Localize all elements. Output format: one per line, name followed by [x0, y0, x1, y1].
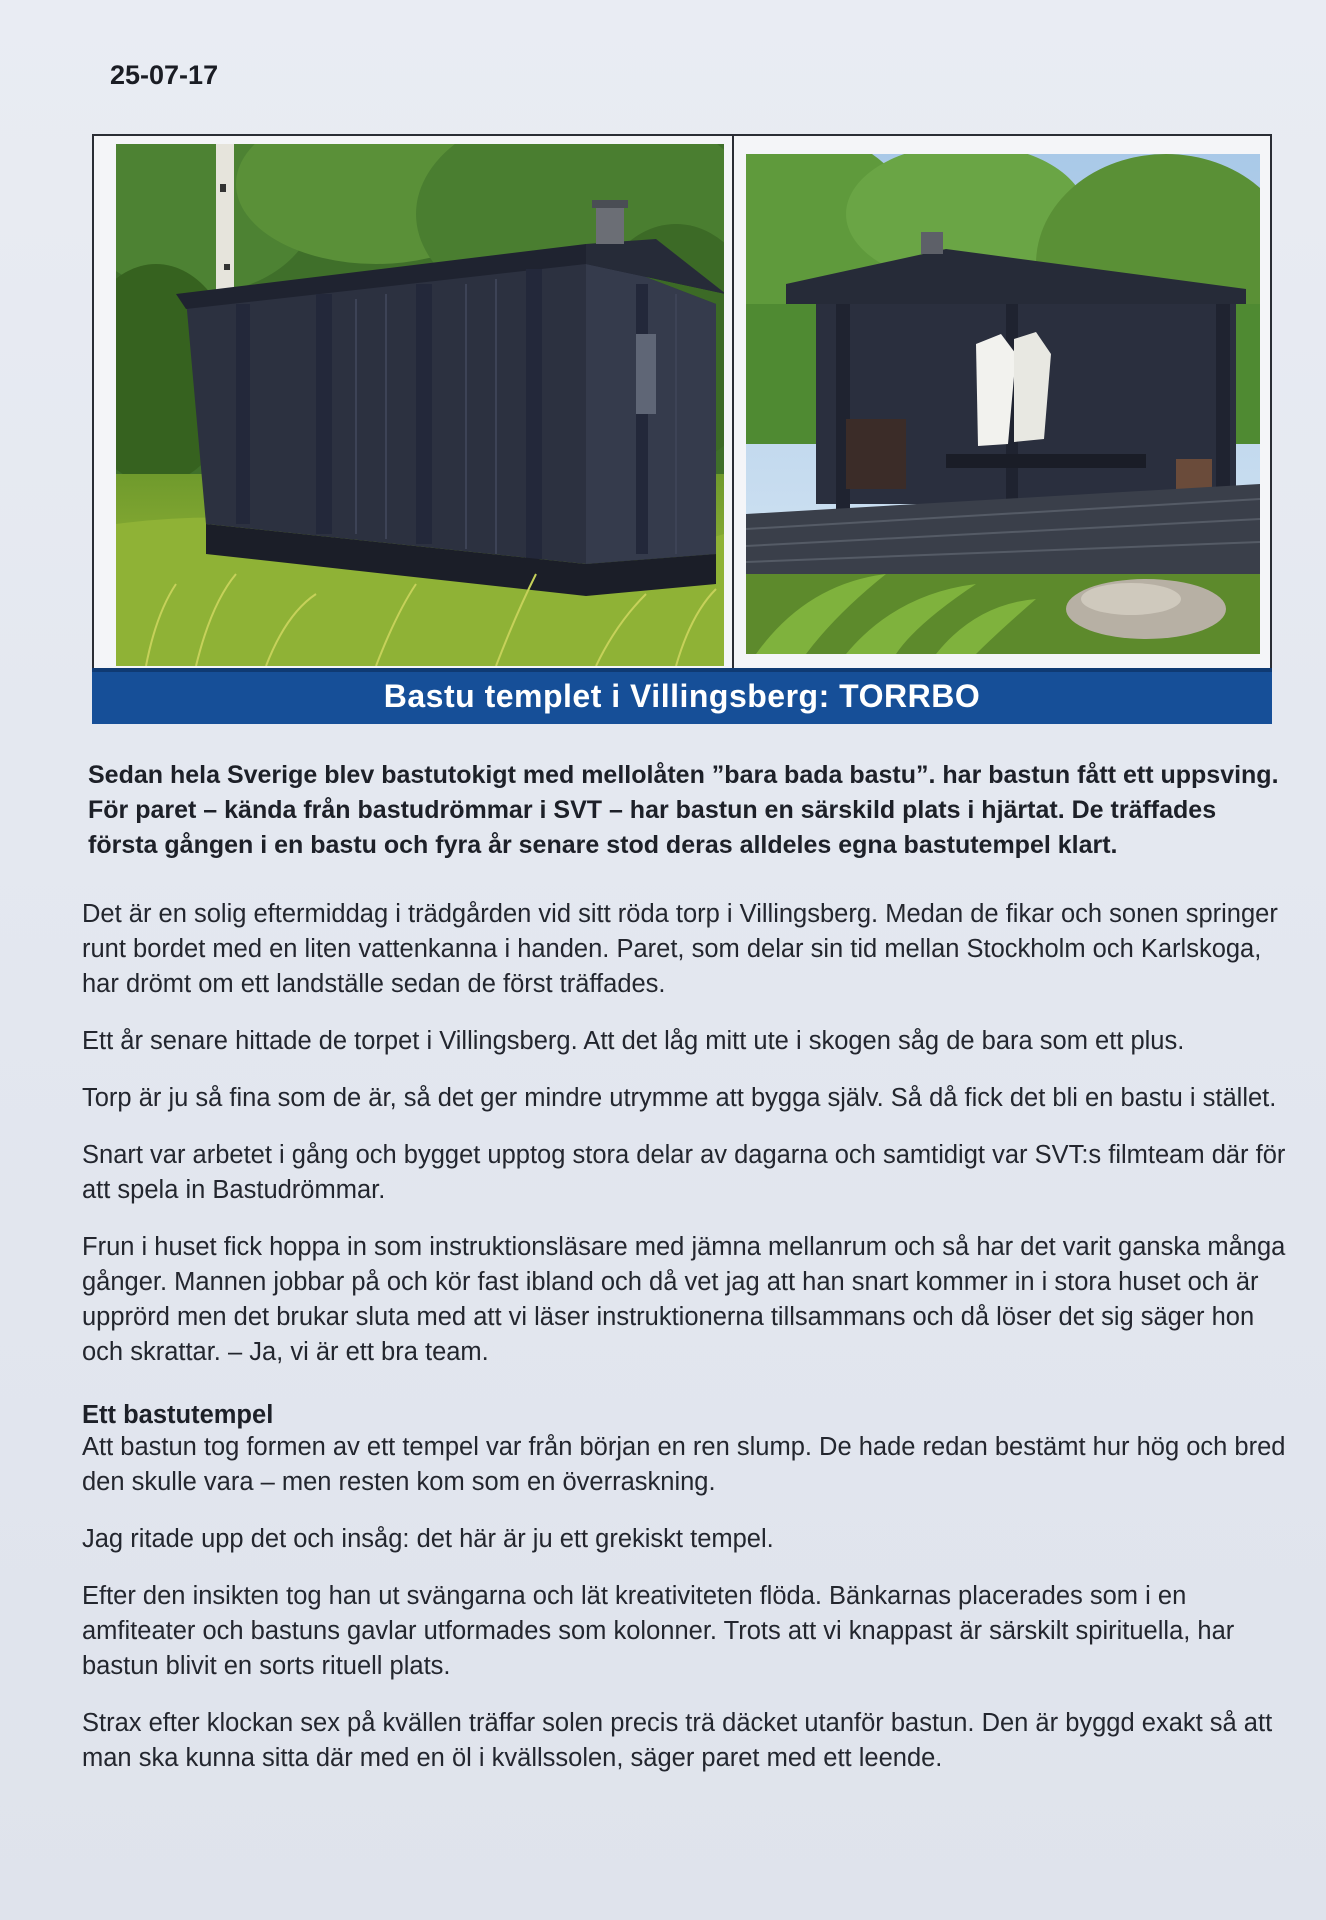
article-body [82, 758, 1292, 1790]
paragraph-1: Det är en solig eftermiddag i trädgården vid sitt röda torp i Villingsberg. Medan de fikar och sonen springer runt bordet med en liten vattenkanna i handen. Paret, som delar sin tid mellan Stockholm och Karlskoga, har drömt om ett landställe sedan de först träffades. [82, 900, 1278, 998]
paragraph-4: Snart var arbetet i gång och bygget upptog stora delar av dagarna och samtidigt var SVT:s filmteam där för att spela in Bastudrömmar. [82, 1141, 1286, 1204]
article-title-banner: Bastu templet i Villingsberg: TORRBO [92, 668, 1272, 724]
section-paragraph-2: Jag ritade upp det och insåg: det här är ju ett grekiskt tempel. [82, 1525, 774, 1553]
sauna-exterior-photo [116, 144, 724, 666]
paragraph-3: Torp är ju så fina som de är, så det ger mindre utrymme att bygga själv. Så då fick det bli en bastu i stället. [82, 1084, 1277, 1112]
section-paragraph-3: Efter den insikten tog han ut svängarna och lät kreativiteten flöda. Bänkarnas placerades som i en amfiteater och bastuns gavlar utformades som kolonner. Trots att vi knappast är särskilt spirituella, har bastun blivit en sorts rituell plats. [82, 1582, 1235, 1680]
date-label: 25-07-17 [110, 60, 219, 90]
section-heading: Ett bastutempel [82, 1401, 274, 1429]
photo-frame [92, 134, 1272, 676]
photo-divider [732, 136, 734, 676]
article-lead: Sedan hela Sverige blev bastutokigt med mellolåten ”bara bada bastu”. har bastun fått ett uppsving. För paret – kända från bastudrömmar i SVT – har bastun en särskild plats i hjärtat. De träffades första gången i en bastu och fyra år senare stod deras alldeles egna bastutempel klart. [88, 761, 1279, 859]
section-paragraph-1: Att bastun tog formen av ett tempel var från början en ren slump. De hade redan bestämt hur hög och bred den skulle vara – men resten kom som en överraskning. [82, 1433, 1286, 1496]
paragraph-5: Frun i huset fick hoppa in som instruktionsläsare med jämna mellanrum och så har det varit ganska många gånger. Mannen jobbar på och kör fast ibland och då vet jag att han snart kommer in i stora huset och är upprörd men det brukar sluta med att vi läser instruktionerna tillsammans och då löser det sig säger hon och skrattar. – Ja, vi är ett bra team. [82, 1233, 1286, 1366]
section-paragraph-4: Strax efter klockan sex på kvällen träffar solen precis trä däcket utanför bastun. Den är byggd exakt så att man ska kunna sitta där med en öl i kvällssolen, säger paret med ett leende. [82, 1709, 1273, 1772]
paragraph-2: Ett år senare hittade de torpet i Villingsberg. Att det låg mitt ute i skogen såg de bara som ett plus. [82, 1027, 1185, 1055]
sauna-deck-photo [746, 154, 1260, 654]
